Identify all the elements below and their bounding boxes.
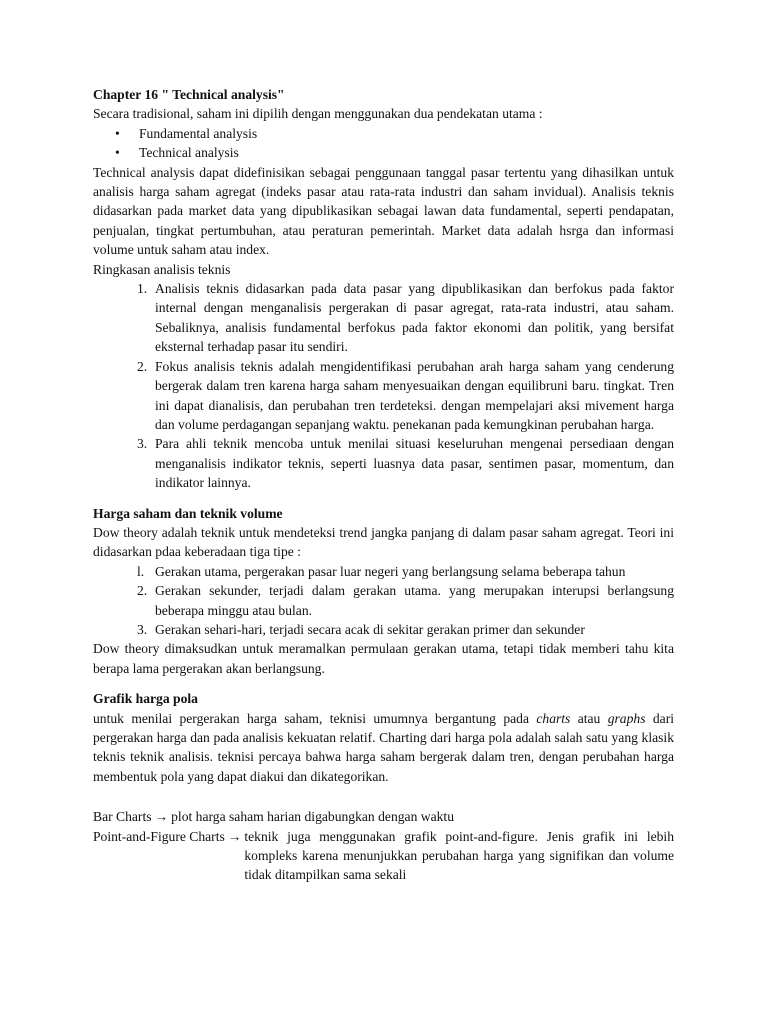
text-run-italic: graphs (607, 710, 646, 726)
item-text: Gerakan sekunder, terjadi dalam gerakan utama. yang merupakan interupsi berlangsung beberapa minggu atau bulan. (155, 583, 674, 618)
item-number: 2. (137, 583, 148, 599)
item-text: Analisis teknis didasarkan pada data pasar yang dipublikasikan dan berfokus pada faktor internal dengan menganalisis pergerakan di pasar agregat, rata-rata industri, atau saham. Sebaliknya, analisis fundamental berfokus pada faktor ekonomi dan politik, yang bersifat eksternal terhadap pasar itu sendiri. (155, 281, 674, 355)
item-number: l. (137, 563, 145, 579)
text-run: dari pergerakan harga dan pada analisis kekuatan relatif. Charting dari harga pola adalah salah satu yang klasik teknis teknik analisis. teknisi percaya bahwa harga saham bergerak dalam tren, dengan perubahan harga membentuk pola yang dapat diakui dan dikategorikan. (93, 710, 674, 784)
label-text: Bar Charts (93, 809, 152, 825)
item-number: 1. (137, 281, 148, 297)
dow-theory-intro: Dow theory adalah teknik untuk mendeteksi trend jangka panjang di dalam pasar saham agregat. Teori ini didasarkan pdaa keberadaan tiga tipe : (93, 524, 674, 560)
list-item: • Fundamental analysis (93, 124, 674, 143)
item-number: 3. (137, 436, 148, 452)
item-number: 2. (137, 358, 148, 374)
chart-type-label (93, 807, 171, 826)
chart-type-bar (93, 807, 674, 826)
chart-type-desc: teknik juga menggunakan grafik point-and-figure. Jenis grafik ini lebih kompleks karena menunjukkan perubahan harga yang signifikan dan volume tidak ditampilkan sama sekali (244, 828, 674, 883)
item-text: Para ahli teknik mencoba untuk menilai situasi keseluruhan mengenai persediaan dengan menganalisis indikator teknis, seperti luasnya data pasar, sentimen pasar, momentum, dan indikator lainnya. (155, 436, 674, 491)
chapter-title: Chapter 16 " Technical analysis" (93, 87, 285, 102)
patterns-paragraph (93, 709, 674, 787)
list-item (137, 279, 674, 357)
list-item (137, 620, 674, 639)
list-item (137, 562, 674, 581)
item-number: 3. (137, 621, 148, 637)
item-text: Gerakan utama, pergerakan pasar luar negeri yang berlangsung selama beberapa tahun (155, 563, 626, 579)
approaches-list (93, 124, 674, 163)
text-run-italic: charts (536, 710, 571, 726)
list-item (137, 581, 674, 620)
summary-list (93, 279, 674, 492)
list-item (137, 434, 674, 492)
label-text: Point-and-Figure Charts (93, 828, 225, 844)
chart-type-desc: plot harga saham harian digabungkan dengan waktu (171, 809, 454, 825)
summary-heading: Ringkasan analisis teknis (93, 261, 231, 277)
arrow-icon: → (227, 828, 242, 844)
section-heading-volume: Harga saham dan teknik volume (93, 505, 283, 521)
dow-theory-closing: Dow theory dimaksudkan untuk meramalkan permulaan gerakan utama, tetapi tidak memberi tahu kita berapa lama pergerakan akan berlangsung. (93, 641, 674, 676)
chart-type-point-figure (93, 827, 674, 885)
list-item (137, 357, 674, 435)
arrow-icon: → (154, 809, 169, 825)
item-text: Fokus analisis teknis adalah mengidentifikasi perubahan arah harga saham yang cenderung bergerak dalam tren karena harga saham menyesuaikan dengan equilibruni baru. tingkat. Tren ini dapat dianalisis, dan perubahan tren terdeteksi. dengan mempelajari aksi mivement harga dan volume perdagangan sepanjang waktu. penekanan pada kemungkinan perubahan harga. (155, 358, 674, 432)
definition-paragraph: Technical analysis dapat didefinisikan sebagai penggunaan tanggal pasar tertentu yang dihasilkan untuk analisis harga saham agregat (indeks pasar atau rata-rata industri dan saham invidual). Analisis teknis didasarkan pada market data yang dipublikasikan sebagai lawan data fundamental, seperti pendapatan, penjualan, tingkat pertumbuhan, atau peraturan pemerintah. Market data adalah hsrga dan informasi volume untuk saham atau index. (93, 164, 674, 258)
text-run: atau (570, 710, 608, 726)
item-text: Gerakan sehari-hari, terjadi secara acak di sekitar gerakan primer dan sekunder (155, 621, 585, 637)
chart-type-label (93, 827, 244, 885)
section-heading-patterns: Grafik harga pola (93, 691, 198, 707)
dow-theory-list (93, 562, 674, 640)
list-item: • Technical analysis (93, 143, 674, 162)
intro-text: Secara tradisional, saham ini dipilih dengan menggunakan dua pendekatan utama : (93, 106, 543, 122)
text-run: untuk menilai pergerakan harga saham, teknisi umumnya bergantung pada (93, 710, 537, 726)
